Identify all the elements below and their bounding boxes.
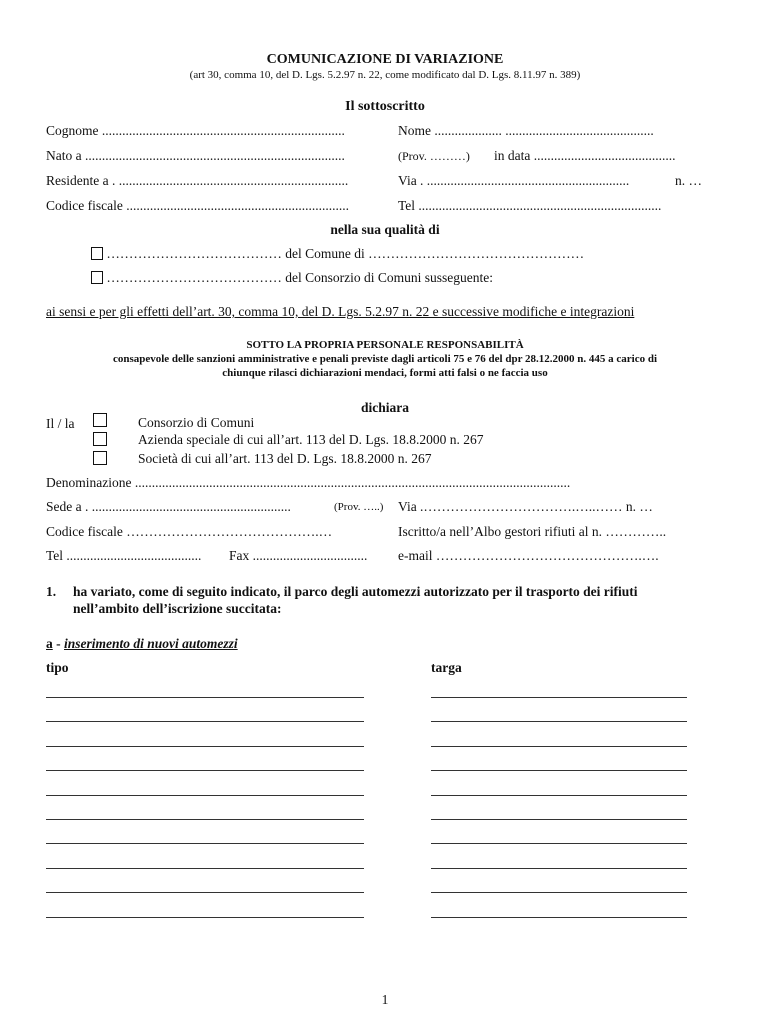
ente-tel-field[interactable]: Tel ........................................ — [46, 548, 202, 563]
section-1-number: 1. — [46, 584, 57, 599]
sub-section-a-letter: a — [46, 636, 53, 651]
tipo-row-line[interactable] — [46, 843, 364, 844]
residente-field[interactable]: Residente a . .................................................................... — [46, 173, 349, 188]
tipo-column-header: tipo — [46, 660, 69, 675]
sede-field[interactable]: Sede a . ........................................................... — [46, 499, 291, 514]
consorzio-checkbox[interactable] — [93, 413, 107, 427]
tipo-row-line[interactable] — [46, 746, 364, 747]
sede-prov-field[interactable]: (Prov. …..) — [334, 501, 384, 513]
numero-civico-field[interactable]: n. … — [675, 173, 702, 188]
responsabilita-heading: SOTTO LA PROPRIA PERSONALE RESPONSABILITÀ — [246, 339, 524, 351]
targa-row-line[interactable] — [431, 770, 687, 771]
targa-column-header: targa — [431, 660, 462, 675]
targa-row-line[interactable] — [431, 917, 687, 918]
nato-a-field[interactable]: Nato a ............................................................................. — [46, 148, 345, 163]
targa-row-line[interactable] — [431, 697, 687, 698]
qualita-option-comune — [91, 246, 584, 262]
ente-fax-field[interactable]: Fax .................................. — [229, 548, 368, 563]
qualita-consorzio-checkbox[interactable] — [91, 271, 103, 284]
ai-sensi-text: ai sensi e per gli effetti dell’art. 30, comma 10, del D. Lgs. 5.2.97 n. 22 e successive modifiche e integrazioni — [46, 304, 635, 319]
tipo-row-line[interactable] — [46, 721, 364, 722]
page-number: 1 — [381, 992, 389, 1007]
section-1-line-1: ha variato, come di seguito indicato, il parco degli automezzi autorizzato per il trasporto dei rifiuti — [73, 584, 638, 599]
cognome-field[interactable]: Cognome ........................................................................ — [46, 123, 345, 138]
ente-codice-fiscale-field[interactable]: Codice fiscale …………………………………….… — [46, 524, 333, 539]
targa-row-line[interactable] — [431, 843, 687, 844]
targa-row-line[interactable] — [431, 819, 687, 820]
sub-section-a — [46, 636, 238, 652]
targa-row-line[interactable] — [431, 795, 687, 796]
albo-field[interactable]: Iscritto/a nell’Albo gestori rifiuti al n. ………….. — [398, 524, 667, 539]
in-data-field[interactable]: in data .......................................... — [494, 148, 676, 163]
consorzio-label: Consorzio di Comuni — [138, 415, 255, 430]
azienda-speciale-label: Azienda speciale di cui all’art. 113 del D. Lgs. 18.8.2000 n. 267 — [138, 432, 484, 447]
tipo-row-line[interactable] — [46, 868, 364, 869]
tipo-row-line[interactable] — [46, 892, 364, 893]
tipo-row-line[interactable] — [46, 795, 364, 796]
societa-label: Società di cui all’art. 113 del D. Lgs. 18.8.2000 n. 267 — [138, 451, 432, 466]
targa-row-line[interactable] — [431, 892, 687, 893]
ente-email-field[interactable]: e-mail ……………………………………….…. — [398, 548, 659, 563]
qualita-consorzio-label: ………………………………… del Consorzio di Comuni susseguente: — [106, 270, 493, 285]
prov-field[interactable]: (Prov. ………) — [398, 149, 470, 163]
tipo-row-line[interactable] — [46, 819, 364, 820]
qualita-heading: nella sua qualità di — [330, 222, 440, 237]
page-title: COMUNICAZIONE DI VARIAZIONE — [266, 52, 504, 67]
qualita-comune-checkbox[interactable] — [91, 247, 103, 260]
section-1-line-2: nell’ambito dell’iscrizione succitata: — [73, 601, 282, 616]
azienda-speciale-checkbox[interactable] — [93, 432, 107, 446]
targa-row-line[interactable] — [431, 721, 687, 722]
tipo-row-line[interactable] — [46, 770, 364, 771]
sub-section-a-label: inserimento di nuovi automezzi — [64, 636, 238, 651]
sottoscritto-heading: Il sottoscritto — [345, 99, 425, 114]
il-la-label: Il / la — [46, 416, 75, 431]
targa-row-line[interactable] — [431, 746, 687, 747]
responsabilita-line-1: consapevole delle sanzioni amministrative e penali previste dagli articoli 75 e 76 del dpr 28.12.2000 n. 445 a carico di — [112, 353, 658, 365]
qualita-option-consorzio — [91, 270, 493, 286]
page-subtitle: (art 30, comma 10, del D. Lgs. 5.2.97 n. 22, come modificato dal D. Lgs. 8.11.97 n. 389) — [189, 69, 581, 81]
tipo-row-line[interactable] — [46, 917, 364, 918]
sub-section-a-dash: - — [52, 636, 64, 651]
targa-row-line[interactable] — [431, 868, 687, 869]
codice-fiscale-field[interactable]: Codice fiscale .................................................................. — [46, 198, 349, 213]
nome-field[interactable]: Nome .................... ............................................ — [398, 123, 654, 138]
societa-checkbox[interactable] — [93, 451, 107, 465]
tel-field[interactable]: Tel ........................................................................ — [398, 198, 662, 213]
denominazione-field[interactable]: Denominazione ................................................................................................................................. — [46, 475, 571, 490]
tipo-row-line[interactable] — [46, 697, 364, 698]
qualita-comune-label: ………………………………… del Comune di ………………………………………… — [106, 246, 585, 261]
via-field[interactable]: Via . ............................................................ — [398, 173, 630, 188]
dichiara-heading: dichiara — [360, 400, 409, 415]
responsabilita-line-2: chiunque rilasci dichiarazioni mendaci, formi atti falsi o ne faccia uso — [222, 367, 548, 379]
sede-via-field[interactable]: Via .…………………………….…..…… n. … — [398, 499, 653, 514]
